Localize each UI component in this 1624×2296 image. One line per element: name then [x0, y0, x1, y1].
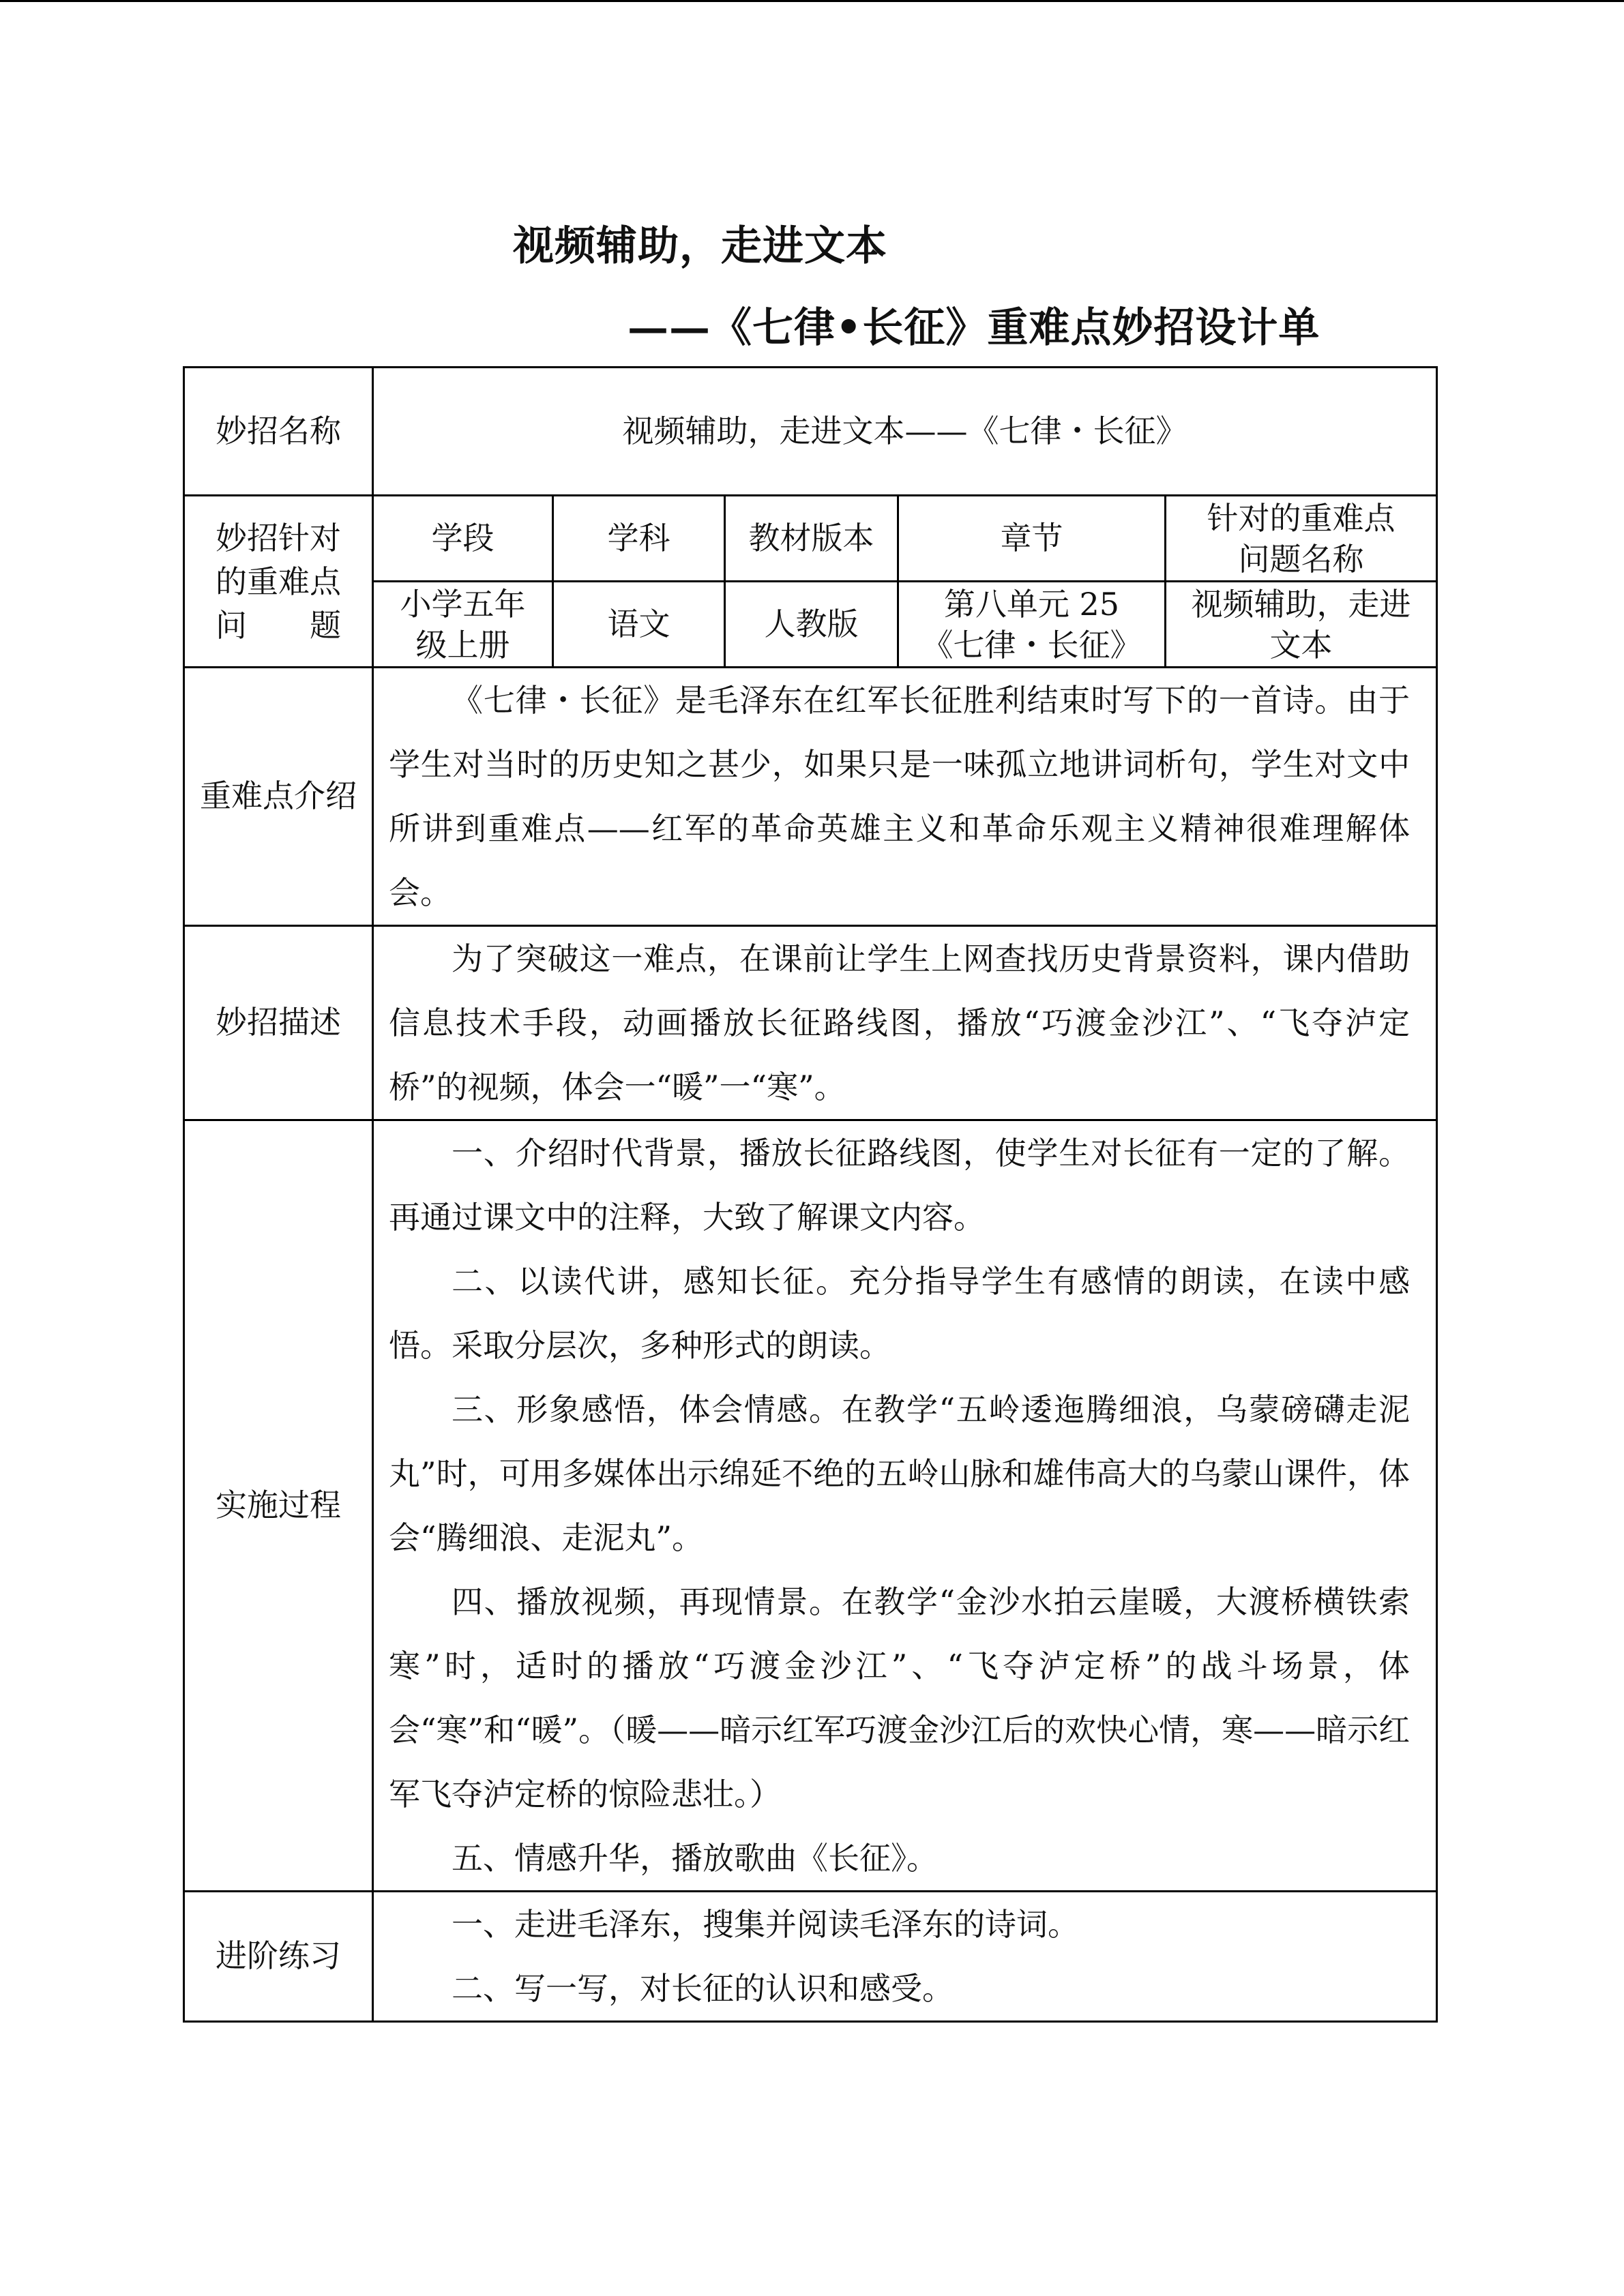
value-chapter [898, 582, 1166, 668]
row-intro [184, 668, 1437, 926]
header-chapter: 章节 [898, 496, 1166, 582]
page-title: 视频辅助，走进文本 [513, 222, 887, 270]
practice-paragraph: 一、走进毛泽东，搜集并阅读毛泽东的诗词。 [452, 1906, 1079, 1943]
row-desc [184, 926, 1437, 1120]
value-stage-line: 级上册 [415, 626, 510, 664]
target-label-line: 问 题 [216, 606, 341, 644]
page-subtitle: ——《七律•长征》重难点妙招设计单 [628, 304, 1320, 352]
desc-text: 为了突破这一难点，在课前让学生上网查找历史背景资料，课内借助信息技术手段，动画播放长征路线图，播放“巧渡金沙江”、“飞夺泸定桥”的视频，体会一“暖”一“寒”。 [389, 940, 1411, 1105]
target-label-line: 的重难点 [216, 563, 341, 600]
intro-label: 重难点介绍 [184, 668, 373, 926]
value-chapter-line: 《七律・长征》 [921, 626, 1142, 664]
row-practice [184, 1892, 1437, 2022]
design-table [183, 366, 1438, 2023]
header-problem-line: 问题名称 [1238, 540, 1364, 578]
target-label-line: 妙招针对 [216, 519, 341, 556]
value-subject: 语文 [553, 582, 725, 668]
process-text-cell [373, 1120, 1437, 1892]
process-paragraph: 二、以读代讲，感知长征。充分指导学生有感情的朗读，在读中感悟。采取分层次，多种形式的朗读。 [389, 1263, 1411, 1364]
process-paragraph: 四、播放视频，再现情景。在教学“金沙水拍云崖暖，大渡桥横铁索寒”时，适时的播放“巧渡金沙江”、“飞夺泸定桥”的战斗场景，体会“寒”和“暖”。（暖——暗示红军巧渡金沙江后的欢快心情，寒——暗示红军飞夺泸定桥的惊险悲壮。） [389, 1583, 1411, 1813]
practice-label: 进阶练习 [184, 1892, 373, 2022]
value-stage [373, 582, 553, 668]
page-top-border [0, 0, 1624, 2]
desc-label: 妙招描述 [184, 926, 373, 1120]
value-problem [1166, 582, 1437, 668]
process-paragraph: 五、情感升华，播放歌曲《长征》。 [452, 1840, 938, 1877]
value-stage-line: 小学五年 [400, 585, 526, 623]
practice-paragraph: 二、写一写，对长征的认识和感受。 [452, 1970, 954, 2007]
header-problem [1166, 496, 1437, 582]
row-target-header [184, 496, 1437, 582]
desc-text-cell [373, 926, 1437, 1120]
value-chapter-line: 第八单元 25 [943, 585, 1120, 623]
process-paragraph: 三、形象感悟，体会情感。在教学“五岭逶迤腾细浪，乌蒙磅礴走泥丸”时，可用多媒体出示绵延不绝的五岭山脉和雄伟高大的乌蒙山课件，体会“腾细浪、走泥丸”。 [389, 1391, 1411, 1556]
process-label: 实施过程 [184, 1120, 373, 1892]
intro-text-cell [373, 668, 1437, 926]
intro-text: 《七律・长征》是毛泽东在红军长征胜利结束时写下的一首诗。由于学生对当时的历史知之甚少，如果只是一味孤立地讲词析句，学生对文中所讲到重难点——红军的革命英雄主义和革命乐观主义精神很难理解体会。 [389, 682, 1411, 911]
value-problem-line: 视频辅助，走进 [1191, 585, 1411, 623]
row-name [184, 368, 1437, 496]
header-edition: 教材版本 [725, 496, 898, 582]
header-problem-line: 针对的重难点 [1207, 499, 1396, 537]
header-stage: 学段 [373, 496, 553, 582]
value-edition: 人教版 [725, 582, 898, 668]
row-process [184, 1120, 1437, 1892]
header-subject: 学科 [553, 496, 725, 582]
practice-text-cell [373, 1892, 1437, 2022]
value-problem-line: 文本 [1269, 626, 1333, 664]
name-value: 视频辅助，走进文本——《七律・长征》 [373, 368, 1437, 496]
name-label: 妙招名称 [184, 368, 373, 496]
process-paragraph: 一、介绍时代背景，播放长征路线图，使学生对长征有一定的了解。再通过课文中的注释，大致了解课文内容。 [389, 1135, 1411, 1236]
target-label [184, 496, 373, 668]
